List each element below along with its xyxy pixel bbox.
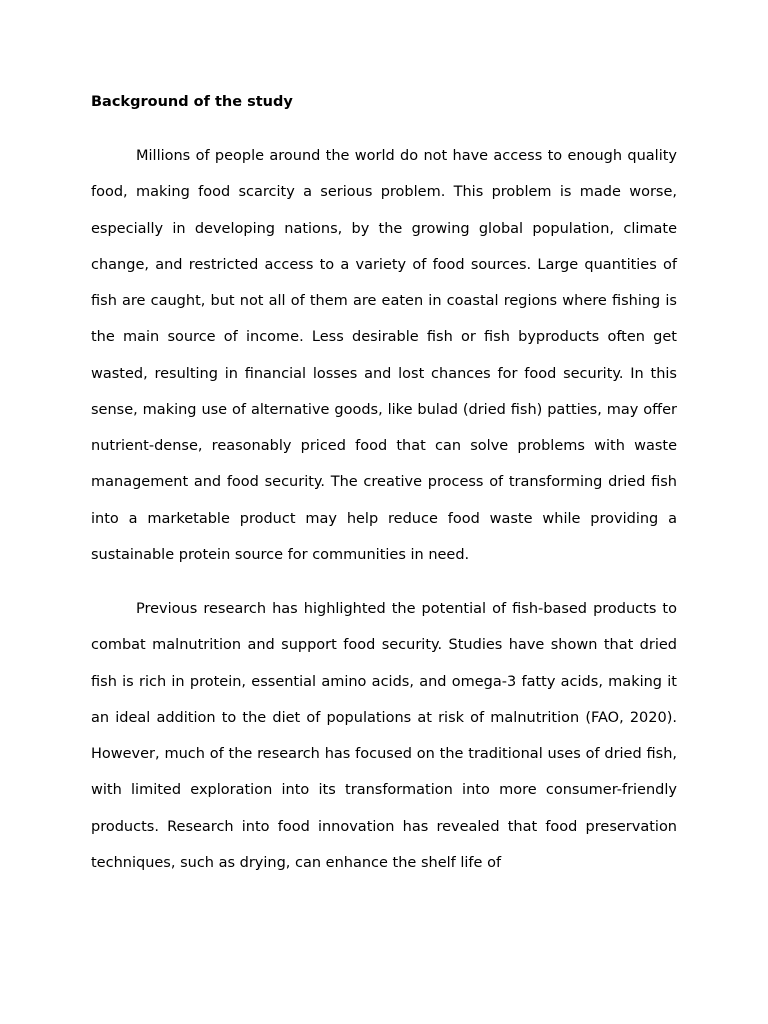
paragraph-2: Previous research has highlighted the potential of fish-based products to combat malnutrition and support food security. Studies have shown that dried fish is rich in protein, essential amino acids, and omega-3 fatty acids, making it an ideal addition to the diet of populations at risk of malnutrition (FAO, 2020). However, much of the research has focused on the traditional uses of dried fish, with limited exploration into its transformation into more consumer-friendly products. Research into food innovation has revealed that food preservation techniques, such as drying, can enhance the shelf life of (91, 601, 677, 871)
section-heading: Background of the study (91, 94, 293, 110)
paragraph-1: Millions of people around the world do not have access to enough quality food, making food scarcity a serious problem. This problem is made worse, especially in developing nations, by the growing global population, climate change, and restricted access to a variety of food sources. Large quantities of fish are caught, but not all of them are eaten in coastal regions where fishing is the main source of income. Less desirable fish or fish byproducts often get wasted, resulting in financial losses and lost chances for food security. In this sense, making use of alternative goods, like bulad (dried fish) patties, may offer nutrient-dense, reasonably priced food that can solve problems with waste management and food security. The creative process of transforming dried fish into a marketable product may help reduce food waste while providing a sustainable protein source for communities in need. (91, 148, 677, 563)
document-body (91, 84, 677, 899)
